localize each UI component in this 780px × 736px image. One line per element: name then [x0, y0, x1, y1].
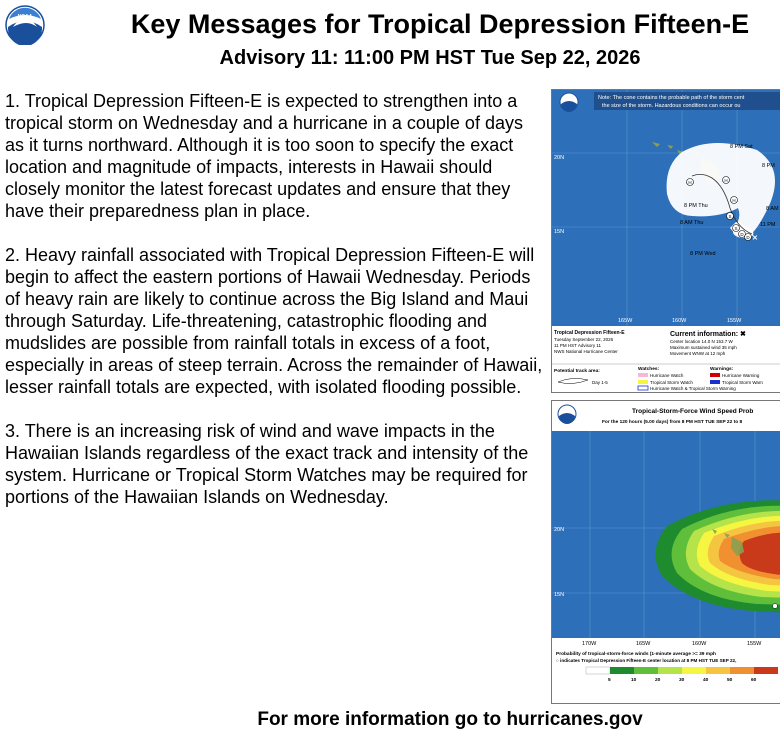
- logo-text: NOAA: [17, 14, 33, 20]
- prob-lon-170w: 170W: [582, 641, 597, 647]
- prob-subtitle: For the 120 hours (5.00 days) from 8 PM HST TUE SEP 22 to 8: [602, 420, 743, 425]
- marker-d-2: D: [746, 235, 750, 240]
- label-8am: 8 AM: [766, 206, 779, 212]
- marker-s-1: S: [728, 214, 732, 219]
- footer-link-text: For more information go to hurricanes.gov: [257, 709, 643, 730]
- storm-advisory: 11 PM HST Advisory 11: [554, 343, 602, 348]
- scale-10: 10: [631, 678, 637, 683]
- prob-caption-2: ○ indicates Tropical Depression Fifteen-E center location at 8 PM HST TUE SEP 22,: [556, 658, 737, 663]
- key-message-2: 2. Heavy rainfall associated with Tropical Depression Fifteen-E will begin to affect the eastern portions of Hawaii Wednesday. Periods of heavy rain are likely to continue across the Big Island and Maui through Saturday. Life-threatening, catastrophic flooding and mudslides are possible from rainfall totals in excess of a foot, especially in areas of steep terrain. Across the remainder of Hawaii, lesser rainfall totals are expected, with isolated flooding possible.: [5, 245, 543, 397]
- combo-swatch: [638, 386, 648, 390]
- scale-30: 30: [679, 678, 685, 683]
- page-title: Key Messages for Tropical Depression Fifteen-E: [130, 9, 750, 39]
- scale-50: 50: [727, 678, 733, 683]
- cone-note: Note: The cone contains the probable path of the storm cent: [598, 95, 745, 101]
- watches-label: Watches:: [638, 367, 660, 372]
- lon-165w: 165W: [618, 318, 633, 324]
- scale-40: 40: [703, 678, 709, 683]
- scale-20: 20: [655, 678, 661, 683]
- prob-lat-20n: 20N: [554, 527, 565, 533]
- lat-15n: 15N: [554, 229, 565, 235]
- wind-prob-map: [552, 401, 780, 703]
- noaa-logo: [5, 5, 45, 45]
- storm-name: Tropical Depression Fifteen-E: [554, 330, 625, 336]
- lon-155w: 155W: [727, 318, 742, 324]
- storm-date: Tuesday September 22, 2026: [554, 337, 614, 342]
- lon-160w: 160W: [672, 318, 687, 324]
- prob-lon-160w: 160W: [692, 641, 707, 647]
- combo-label: Hurricane Watch & Tropical Storm Warning: [650, 386, 736, 391]
- prob-scale: [586, 667, 778, 674]
- storm-center: NWS National Hurricane Center: [554, 349, 618, 354]
- wind-prob-map-panel: [551, 400, 780, 704]
- ts-warning-swatch: [710, 380, 720, 384]
- marker-h-1: H: [688, 180, 692, 185]
- center-location-marker: [773, 604, 778, 609]
- prob-title: Tropical-Storm-Force Wind Speed Prob: [632, 408, 754, 415]
- cone-note-2: the size of the storm. Hazardous conditions can occur ou: [602, 103, 741, 109]
- lat-20n: 20N: [554, 155, 565, 161]
- max-wind: Maximum sustained wind 35 mph: [670, 345, 737, 350]
- key-message-1: 1. Tropical Depression Fifteen-E is expected to strengthen into a tropical storm on Wednesday and a hurricane in a couple of days as it turns northward. Although it is too soon to specify the exact location and magnitude of impacts, interests in Hawaii should closely monitor the latest forecast updates and ensure that they have their preparedness plan in place.: [5, 91, 523, 221]
- marker-s-2: S: [734, 226, 738, 231]
- ts-warning-label: Tropical Storm Warn: [722, 380, 763, 385]
- day-range: Day 1-5: [592, 380, 608, 385]
- ts-watch-label: Tropical Storm Watch: [650, 380, 693, 385]
- label-8pm: 8 PM: [762, 163, 775, 169]
- hurricane-watch-label: Hurricane Watch: [650, 373, 684, 378]
- center-location: Center location 14.0 N 153.7 W: [670, 339, 733, 344]
- marker-h-2: H: [724, 178, 728, 183]
- warnings-label: Warnings:: [710, 367, 734, 372]
- marker-h-3: H: [732, 198, 736, 203]
- cone-map-panel: [551, 89, 780, 393]
- label-8am-thu: 8 AM Thu: [680, 220, 704, 226]
- advisory-subtitle: Advisory 11: 11:00 PM HST Tue Sep 22, 2026: [219, 47, 641, 69]
- prob-caption-1: Probability of tropical-storm-force winds (1-minute average >= 39 mph: [556, 652, 716, 657]
- hurricane-warning-label: Hurricane Warning: [722, 373, 760, 378]
- key-message-3: 3. There is an increasing risk of wind and wave impacts in the Hawaiian Islands regardless of the exact track and intensity of the system. Hurricane or Tropical Storm Watches may be required for portions of the Hawaiian Islands on Wednesday.: [5, 421, 529, 507]
- key-messages: [5, 90, 545, 530]
- scale-60: 60: [751, 678, 757, 683]
- hurricane-watch-swatch: [638, 373, 648, 377]
- movement: Movement WNW at 12 mph: [670, 351, 726, 356]
- ts-watch-swatch: [638, 380, 648, 384]
- current-info-label: Current information: ✖: [670, 331, 746, 338]
- potential-track-label: Potential track area:: [554, 369, 600, 374]
- hurricane-warning-swatch: [710, 373, 720, 377]
- prob-lon-155w: 155W: [747, 641, 762, 647]
- current-position-icon: ✕: [752, 235, 758, 242]
- label-8pm-thu: 8 PM Thu: [684, 203, 708, 209]
- label-11pm: 11 PM: [760, 222, 776, 228]
- marker-d-1: D: [740, 232, 744, 237]
- label-8pm-wed: 8 PM Wed: [690, 251, 716, 257]
- prob-lat-15n: 15N: [554, 592, 565, 598]
- scale-5: 5: [608, 678, 611, 683]
- cone-map: [552, 90, 780, 392]
- prob-lon-165w: 165W: [636, 641, 651, 647]
- label-8pm-sat: 8 PM Sat: [730, 144, 753, 150]
